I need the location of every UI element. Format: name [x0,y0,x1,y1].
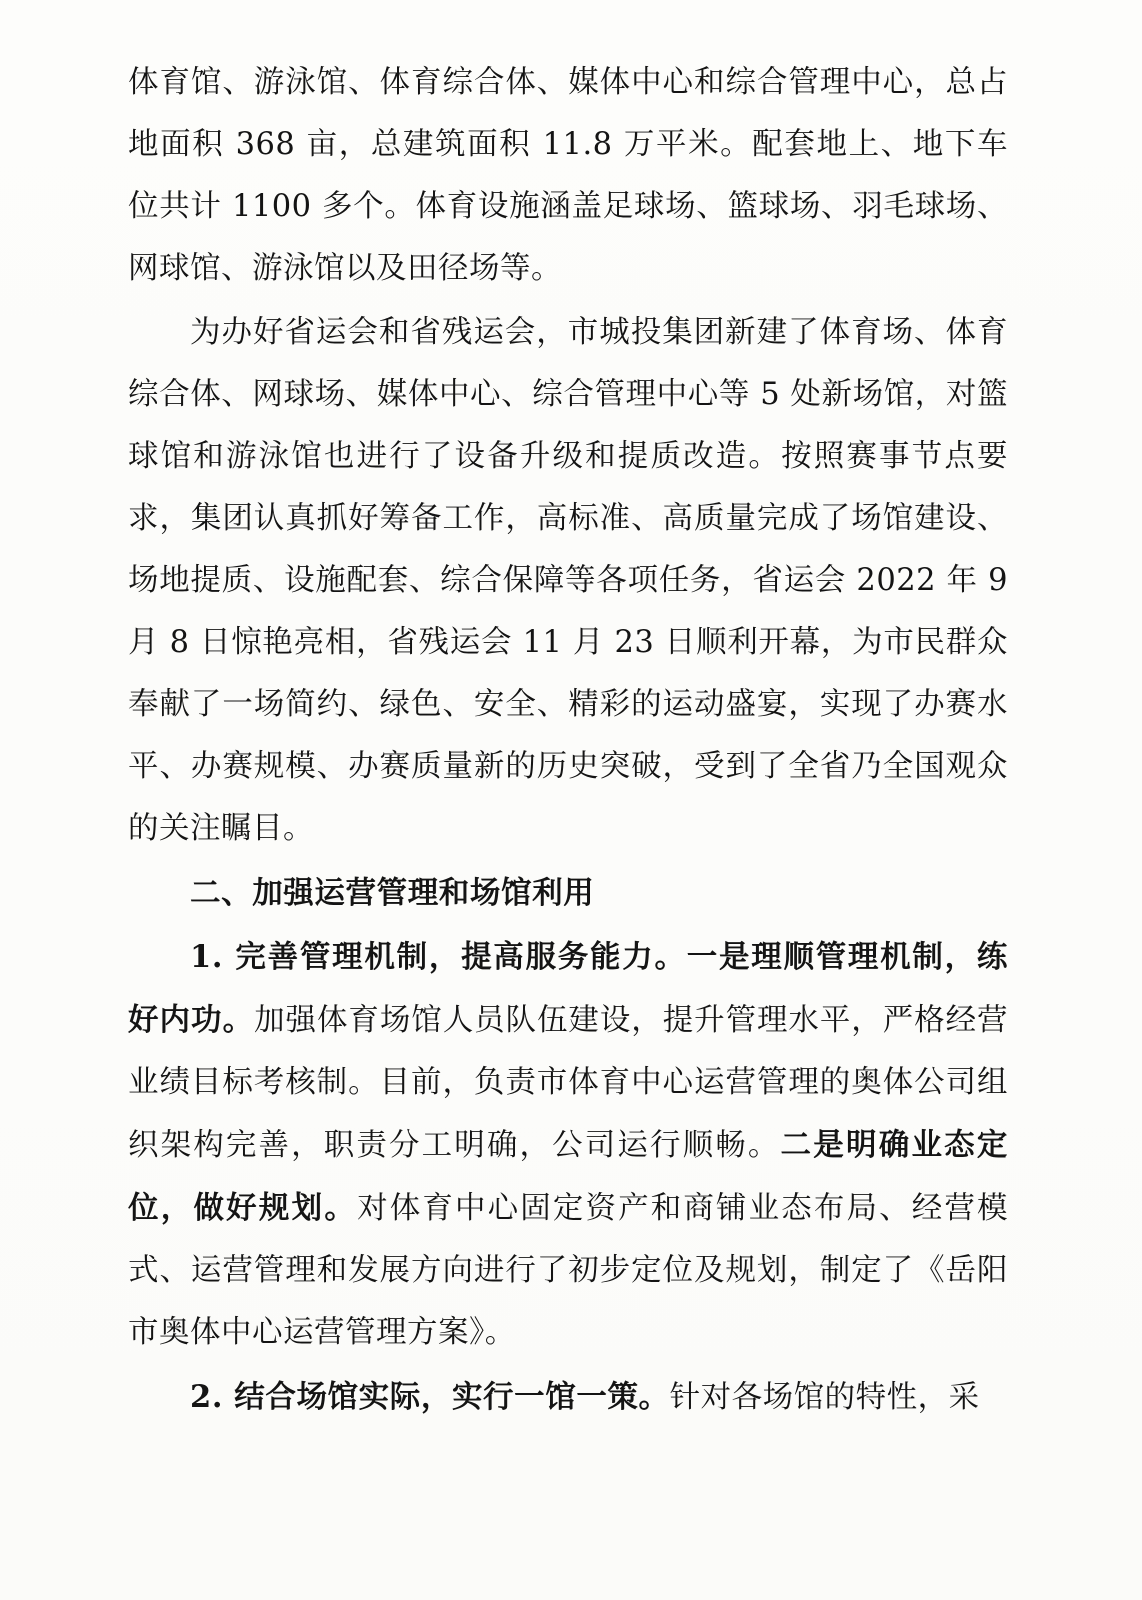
paragraph-item-1-run-2: 二是明确业态定位，做好规划。 [128,1127,1009,1226]
paragraph-item-2-run-0: 2. 结合场馆实际，实行一馆一策。 [190,1379,670,1415]
heading-section-two [128,862,1008,924]
paragraph-item-1-run-3: 对体育中心固定资产和商铺业态布局、经营模式、运营管理和发展方向进行了初步定位及规划，制定了《岳阳市奥体中心运营管理方案》。 [128,1191,1009,1350]
paragraph-venue-overview-run-0: 体育馆、游泳馆、体育综合体、媒体中心和综合管理中心，总占地面积 368 亩，总建筑面积 11.8 万平米。配套地上、地下车位共计 1100 多个。体育设施涵盖足球场、篮球场、羽毛球场、网球馆、游泳馆以及田径场等。 [128,65,1008,286]
paragraph-item-1-run-1: 加强体育场馆人员队伍建设，提升管理水平，严格经营业绩目标考核制。目前，负责市体育中心运营管理的奥体公司组织架构完善，职责分工明确，公司运行顺畅。 [128,1003,1008,1163]
paragraph-item-1 [128,926,1008,1364]
paragraph-venue-overview [128,52,1008,300]
document-body [128,52,1008,1431]
paragraph-games-preparation [128,302,1008,860]
paragraph-item-2 [128,1366,1008,1429]
paragraph-item-2-run-1: 针对各场馆的特性，采 [669,1380,980,1415]
heading-section-two-run-0: 二、加强运营管理和场馆利用 [190,875,595,911]
paragraph-games-preparation-run-0: 为办好省运会和省残运会，市城投集团新建了体育场、体育综合体、网球场、媒体中心、综合管理中心等 5 处新场馆，对篮球馆和游泳馆也进行了设备升级和提质改造。按照赛事节点要求，集团认真抓好筹备工作，高标准、高质量完成了场馆建设、场地提质、设施配套、综合保障等各项任务，省运会 2022 年 9 月 8 日惊艳亮相，省残运会 11 月 23 日顺利开幕，为市民群众奉献了一场简约、绿色、安全、精彩的运动盛宴，实现了办赛水平、办赛规模、办赛质量新的历史突破，受到了全省乃全国观众的关注瞩目。 [128,315,1008,846]
paragraph-item-1-run-0: 1. 完善管理机制，提高服务能力。一是理顺管理机制，练好内功。 [128,939,1008,1038]
